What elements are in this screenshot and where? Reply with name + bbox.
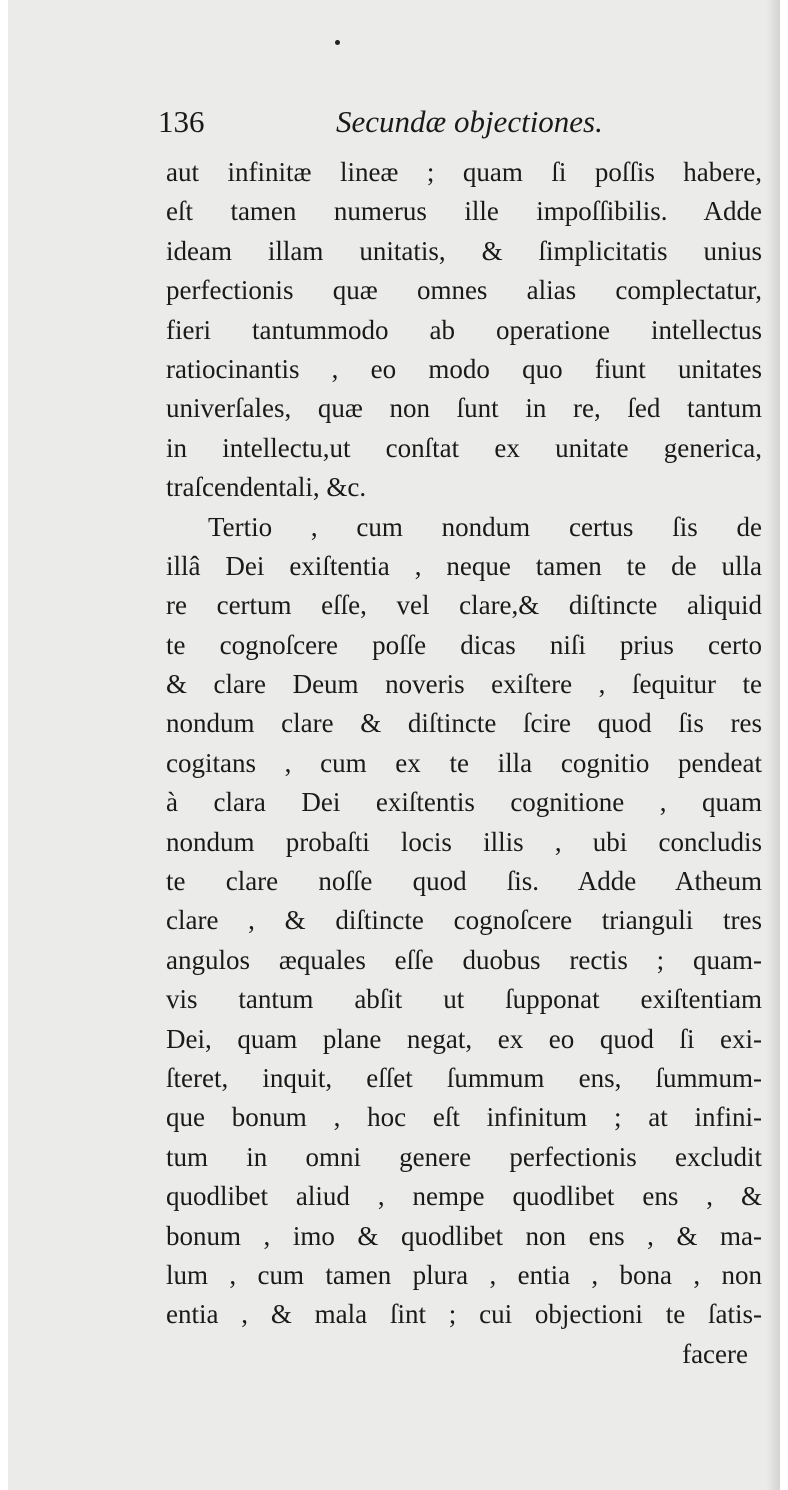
text-line: Dei, quam plane negat, ex eo quod ſi exi- (166, 1023, 762, 1054)
text-line: & clare Deum noveris exiſtere , ſequitur te (166, 669, 762, 700)
text-line: univerſales, quæ non ſunt in re, ſed tantum (166, 393, 762, 424)
text-line: te cognoſcere poſſe dicas niſi prius certo (166, 629, 762, 660)
text-line: perfectionis quæ omnes alias complectatur, (166, 275, 762, 306)
text-line: illâ Dei exiſtentia , neque tamen te de ulla (166, 550, 762, 581)
text-line: ideam illam unitatis, & ſimplicitatis unius (166, 235, 762, 266)
text-line: nondum probaſti locis illis , ubi concludis (166, 826, 762, 857)
text-line: à clara Dei exiſtentis cognitione , quam (166, 787, 762, 818)
text-line: tum in omni genere perfectionis excludit (166, 1141, 762, 1172)
ink-dot (335, 40, 340, 45)
text-line: vis tantum abſit ut ſupponat exiſtentiam (166, 984, 762, 1015)
text-line: re certum eſſe, vel clare,& diſtincte aliquid (166, 590, 762, 621)
page-number: 136 (158, 104, 205, 139)
body-text (166, 153, 762, 1374)
text-line: te clare noſſe quod ſis. Adde Atheum (166, 866, 762, 897)
page-edge-shadow (766, 0, 780, 1490)
text-line: bonum , imo & quodlibet non ens , & ma- (166, 1220, 762, 1251)
text-line: fieri tantummodo ab operatione intellectus (166, 314, 762, 345)
text-line: quodlibet aliud , nempe quodlibet ens , & (166, 1181, 762, 1212)
text-line: ratiocinantis , eo modo quo fiunt unitates (166, 353, 762, 384)
text-line: traſcendentali, &c. (166, 472, 367, 503)
running-head: Secundæ objectiones. (336, 104, 603, 139)
catchword: facere (682, 1338, 748, 1369)
text-line: Tertio , cum nondum certus ſis de (208, 511, 762, 542)
text-line: eſt tamen numerus ille impoſſibilis. Adde (166, 196, 762, 227)
text-line: lum , cum tamen plura , entia , bona , non (166, 1259, 762, 1290)
text-line: que bonum , hoc eſt infinitum ; at infini- (166, 1102, 762, 1133)
text-line: entia , & mala ſint ; cui objectioni te ſatis- (166, 1299, 762, 1330)
text-line: cogitans , cum ex te illa cognitio pendeat (166, 747, 762, 778)
book-page (8, 0, 780, 1490)
text-line: ſteret, inquit, eſſet ſummum ens, ſummum- (166, 1062, 762, 1093)
text-line: nondum clare & diſtincte ſcire quod ſis res (166, 708, 762, 739)
text-line: clare , & diſtincte cognoſcere trianguli tres (166, 905, 762, 936)
text-line: aut infinitæ lineæ ; quam ſi poſſis habere, (166, 157, 762, 187)
text-line: in intellectu,ut conſtat ex unitate generica, (166, 432, 762, 463)
text-line: angulos æquales eſſe duobus rectis ; quam- (166, 944, 762, 975)
page-header (158, 100, 758, 144)
